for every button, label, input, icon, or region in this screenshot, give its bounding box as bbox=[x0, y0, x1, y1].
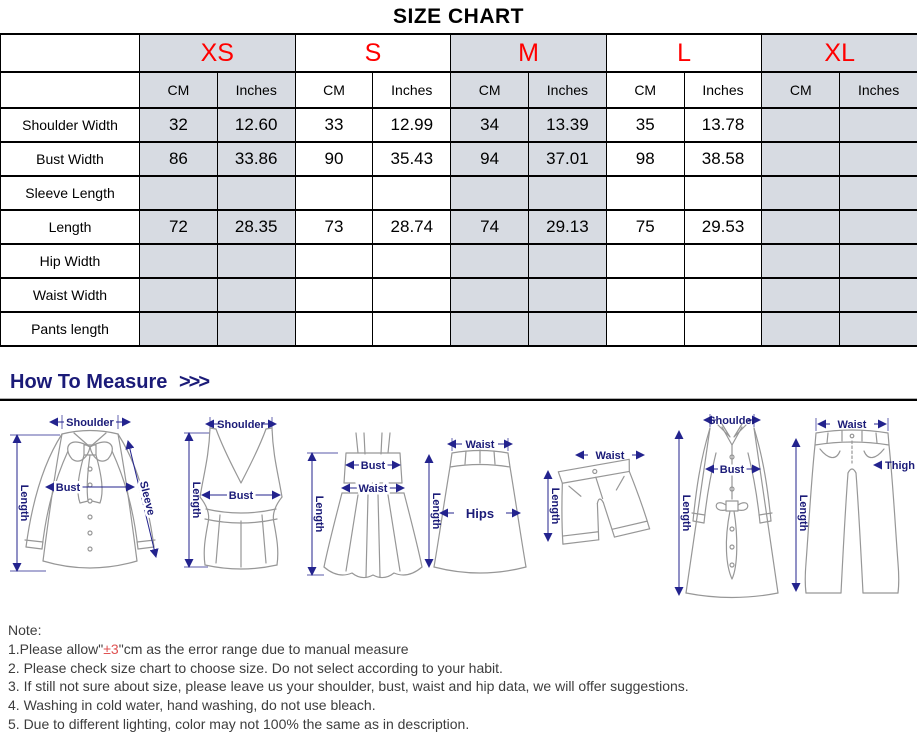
measure-label-length: Length bbox=[549, 487, 561, 525]
unit-header-cm: CM bbox=[451, 72, 529, 108]
figure-coat bbox=[672, 411, 794, 608]
cell-xs_cm: 32 bbox=[140, 108, 218, 142]
cell-xs_in bbox=[217, 278, 295, 312]
unit-header-inches: Inches bbox=[684, 72, 762, 108]
dress-drawing bbox=[302, 429, 444, 587]
cell-m_in bbox=[529, 312, 607, 346]
skirt-drawing bbox=[424, 433, 536, 585]
cell-l_cm bbox=[606, 312, 684, 346]
size-header-row bbox=[1, 34, 917, 72]
unit-header-inches: Inches bbox=[529, 72, 607, 108]
cell-l_in bbox=[684, 278, 762, 312]
note-line: 2. Please check size chart to choose size. Do not select according to your habit. bbox=[8, 659, 503, 676]
measure-label-length: Length bbox=[680, 494, 692, 532]
cell-xl_in bbox=[840, 210, 917, 244]
cell-l_in: 29.53 bbox=[684, 210, 762, 244]
measure-label-shoulder: Shoulder bbox=[217, 419, 265, 431]
unit-header-inches: Inches bbox=[217, 72, 295, 108]
cell-l_cm: 35 bbox=[606, 108, 684, 142]
cell-s_cm: 33 bbox=[295, 108, 373, 142]
measure-label-shoulder: Shoulder bbox=[708, 415, 756, 427]
cell-xl_in bbox=[840, 176, 917, 210]
cell-s_in: 28.74 bbox=[373, 210, 451, 244]
measure-label-length: Length bbox=[190, 481, 202, 519]
cell-l_cm: 98 bbox=[606, 142, 684, 176]
cell-l_in bbox=[684, 312, 762, 346]
cell-xl_cm bbox=[762, 244, 840, 278]
cell-s_cm bbox=[295, 176, 373, 210]
unit-header-inches: Inches bbox=[373, 72, 451, 108]
figure-skirt bbox=[424, 433, 536, 590]
cell-m_cm bbox=[451, 278, 529, 312]
table-row bbox=[1, 244, 917, 278]
unit-header-inches: Inches bbox=[840, 72, 917, 108]
corner-cell bbox=[1, 72, 140, 108]
figure-blouse bbox=[4, 407, 176, 594]
cell-l_in: 13.78 bbox=[684, 108, 762, 142]
cell-s_in: 12.99 bbox=[373, 108, 451, 142]
measure-label-bust: Bust bbox=[55, 482, 81, 494]
cell-xs_in: 12.60 bbox=[217, 108, 295, 142]
corner-cell bbox=[1, 34, 140, 72]
note-line: 3. If still not sure about size, please leave us your shoulder, bust, waist and hip data, we will offer suggestions. bbox=[8, 678, 689, 695]
cell-m_cm bbox=[451, 312, 529, 346]
shorts-drawing bbox=[540, 441, 660, 563]
cell-l_cm bbox=[606, 278, 684, 312]
measure-label-bust: Bust bbox=[228, 490, 254, 502]
cell-xs_cm: 86 bbox=[140, 142, 218, 176]
cell-xl_cm bbox=[762, 278, 840, 312]
measure-label-bust: Bust bbox=[719, 464, 745, 476]
row-label: Bust Width bbox=[1, 142, 140, 176]
cell-xl_cm bbox=[762, 312, 840, 346]
cell-l_cm: 75 bbox=[606, 210, 684, 244]
notes-heading: Note: bbox=[8, 622, 42, 638]
note-text: 1.Please allow" bbox=[8, 640, 104, 657]
measure-label-thigh: Thigh bbox=[885, 460, 915, 472]
cell-xl_in bbox=[840, 142, 917, 176]
measure-label-length: Length bbox=[313, 495, 325, 533]
cell-xs_in bbox=[217, 312, 295, 346]
row-label: Length bbox=[1, 210, 140, 244]
how-to-measure-label: How To Measure bbox=[10, 371, 168, 393]
size-header-l: L bbox=[606, 34, 762, 72]
cell-m_in: 13.39 bbox=[529, 108, 607, 142]
measure-label-length: Length bbox=[18, 484, 30, 522]
size-header-s: S bbox=[295, 34, 451, 72]
cell-xs_in bbox=[217, 176, 295, 210]
unit-header-row bbox=[1, 72, 917, 108]
section-divider bbox=[0, 398, 917, 401]
cell-m_cm: 74 bbox=[451, 210, 529, 244]
cell-s_in bbox=[373, 176, 451, 210]
table-row bbox=[1, 278, 917, 312]
measure-label-bust: Bust bbox=[360, 460, 386, 472]
chevrons-icon: >>> bbox=[179, 371, 209, 393]
cell-m_cm: 94 bbox=[451, 142, 529, 176]
table-row bbox=[1, 176, 917, 210]
cell-xs_in bbox=[217, 244, 295, 278]
measure-label-shoulder: Shoulder bbox=[66, 417, 114, 429]
cell-xl_in bbox=[840, 108, 917, 142]
unit-header-cm: CM bbox=[606, 72, 684, 108]
cell-xs_cm: 72 bbox=[140, 210, 218, 244]
cell-xl_cm bbox=[762, 210, 840, 244]
cell-s_in: 35.43 bbox=[373, 142, 451, 176]
cell-xs_cm bbox=[140, 312, 218, 346]
cell-l_in: 38.58 bbox=[684, 142, 762, 176]
unit-header-cm: CM bbox=[295, 72, 373, 108]
cell-m_in: 29.13 bbox=[529, 210, 607, 244]
page-title: SIZE CHART bbox=[393, 5, 524, 28]
cell-l_in bbox=[684, 244, 762, 278]
measure-label-length: Length bbox=[797, 494, 809, 532]
cell-m_cm: 34 bbox=[451, 108, 529, 142]
note-line: 4. Washing in cold water, hand washing, do not use bleach. bbox=[8, 697, 376, 714]
note-text: "cm as the error range due to manual measure bbox=[118, 640, 409, 657]
row-label: Sleeve Length bbox=[1, 176, 140, 210]
row-label: Waist Width bbox=[1, 278, 140, 312]
measure-label-waist: Waist bbox=[837, 419, 867, 431]
cell-m_cm bbox=[451, 176, 529, 210]
cell-xl_in bbox=[840, 244, 917, 278]
row-label: Shoulder Width bbox=[1, 108, 140, 142]
how-to-measure-section bbox=[0, 371, 917, 401]
note-line: 5. Due to different lighting, color may not 100% the same as in description. bbox=[8, 715, 470, 732]
cell-s_in bbox=[373, 244, 451, 278]
cell-xl_cm bbox=[762, 108, 840, 142]
figure-dress bbox=[302, 429, 444, 592]
cell-xs_cm bbox=[140, 278, 218, 312]
table-row bbox=[1, 210, 917, 244]
cell-xs_cm bbox=[140, 176, 218, 210]
cell-l_cm bbox=[606, 244, 684, 278]
measure-figures bbox=[0, 405, 917, 613]
measure-label-length: Length bbox=[430, 492, 442, 530]
blouse-drawing bbox=[4, 407, 176, 589]
how-to-measure-heading bbox=[0, 371, 917, 394]
measure-label-waist: Waist bbox=[595, 450, 625, 462]
size-header-xl: XL bbox=[762, 34, 917, 72]
size-header-m: M bbox=[451, 34, 607, 72]
cell-m_in bbox=[529, 278, 607, 312]
size-header-xs: XS bbox=[140, 34, 296, 72]
cell-xs_cm bbox=[140, 244, 218, 278]
notes-section bbox=[0, 613, 917, 734]
figure-pants bbox=[790, 413, 916, 606]
cell-s_in bbox=[373, 278, 451, 312]
cell-s_cm: 73 bbox=[295, 210, 373, 244]
measure-label-sleeve: Sleeve bbox=[136, 479, 157, 517]
cell-xs_in: 33.86 bbox=[217, 142, 295, 176]
note-line bbox=[8, 640, 917, 659]
cell-xl_cm bbox=[762, 142, 840, 176]
cell-s_cm bbox=[295, 244, 373, 278]
unit-header-cm: CM bbox=[140, 72, 218, 108]
tank-top-drawing bbox=[180, 411, 302, 583]
cell-l_in bbox=[684, 176, 762, 210]
coat-drawing bbox=[672, 411, 794, 603]
row-label: Pants length bbox=[1, 312, 140, 346]
table-row bbox=[1, 108, 917, 142]
figure-shorts bbox=[540, 441, 660, 568]
cell-xl_in bbox=[840, 312, 917, 346]
measure-label-waist: Waist bbox=[358, 483, 388, 495]
figure-tank-top bbox=[180, 411, 302, 588]
cell-s_cm bbox=[295, 278, 373, 312]
size-chart-table bbox=[0, 33, 917, 347]
cell-m_in bbox=[529, 176, 607, 210]
cell-s_cm: 90 bbox=[295, 142, 373, 176]
cell-m_in: 37.01 bbox=[529, 142, 607, 176]
pants-drawing bbox=[790, 413, 916, 601]
cell-m_cm bbox=[451, 244, 529, 278]
measure-label-waist: Waist bbox=[465, 439, 495, 451]
cell-s_cm bbox=[295, 312, 373, 346]
cell-xs_in: 28.35 bbox=[217, 210, 295, 244]
unit-header-cm: CM bbox=[762, 72, 840, 108]
row-label: Hip Width bbox=[1, 244, 140, 278]
table-row bbox=[1, 142, 917, 176]
cell-xl_in bbox=[840, 278, 917, 312]
measure-label-hips: Hips bbox=[465, 506, 495, 521]
cell-xl_cm bbox=[762, 176, 840, 210]
cell-s_in bbox=[373, 312, 451, 346]
cell-m_in bbox=[529, 244, 607, 278]
cell-l_cm bbox=[606, 176, 684, 210]
note-highlight: ±3 bbox=[103, 640, 119, 657]
table-row bbox=[1, 312, 917, 346]
